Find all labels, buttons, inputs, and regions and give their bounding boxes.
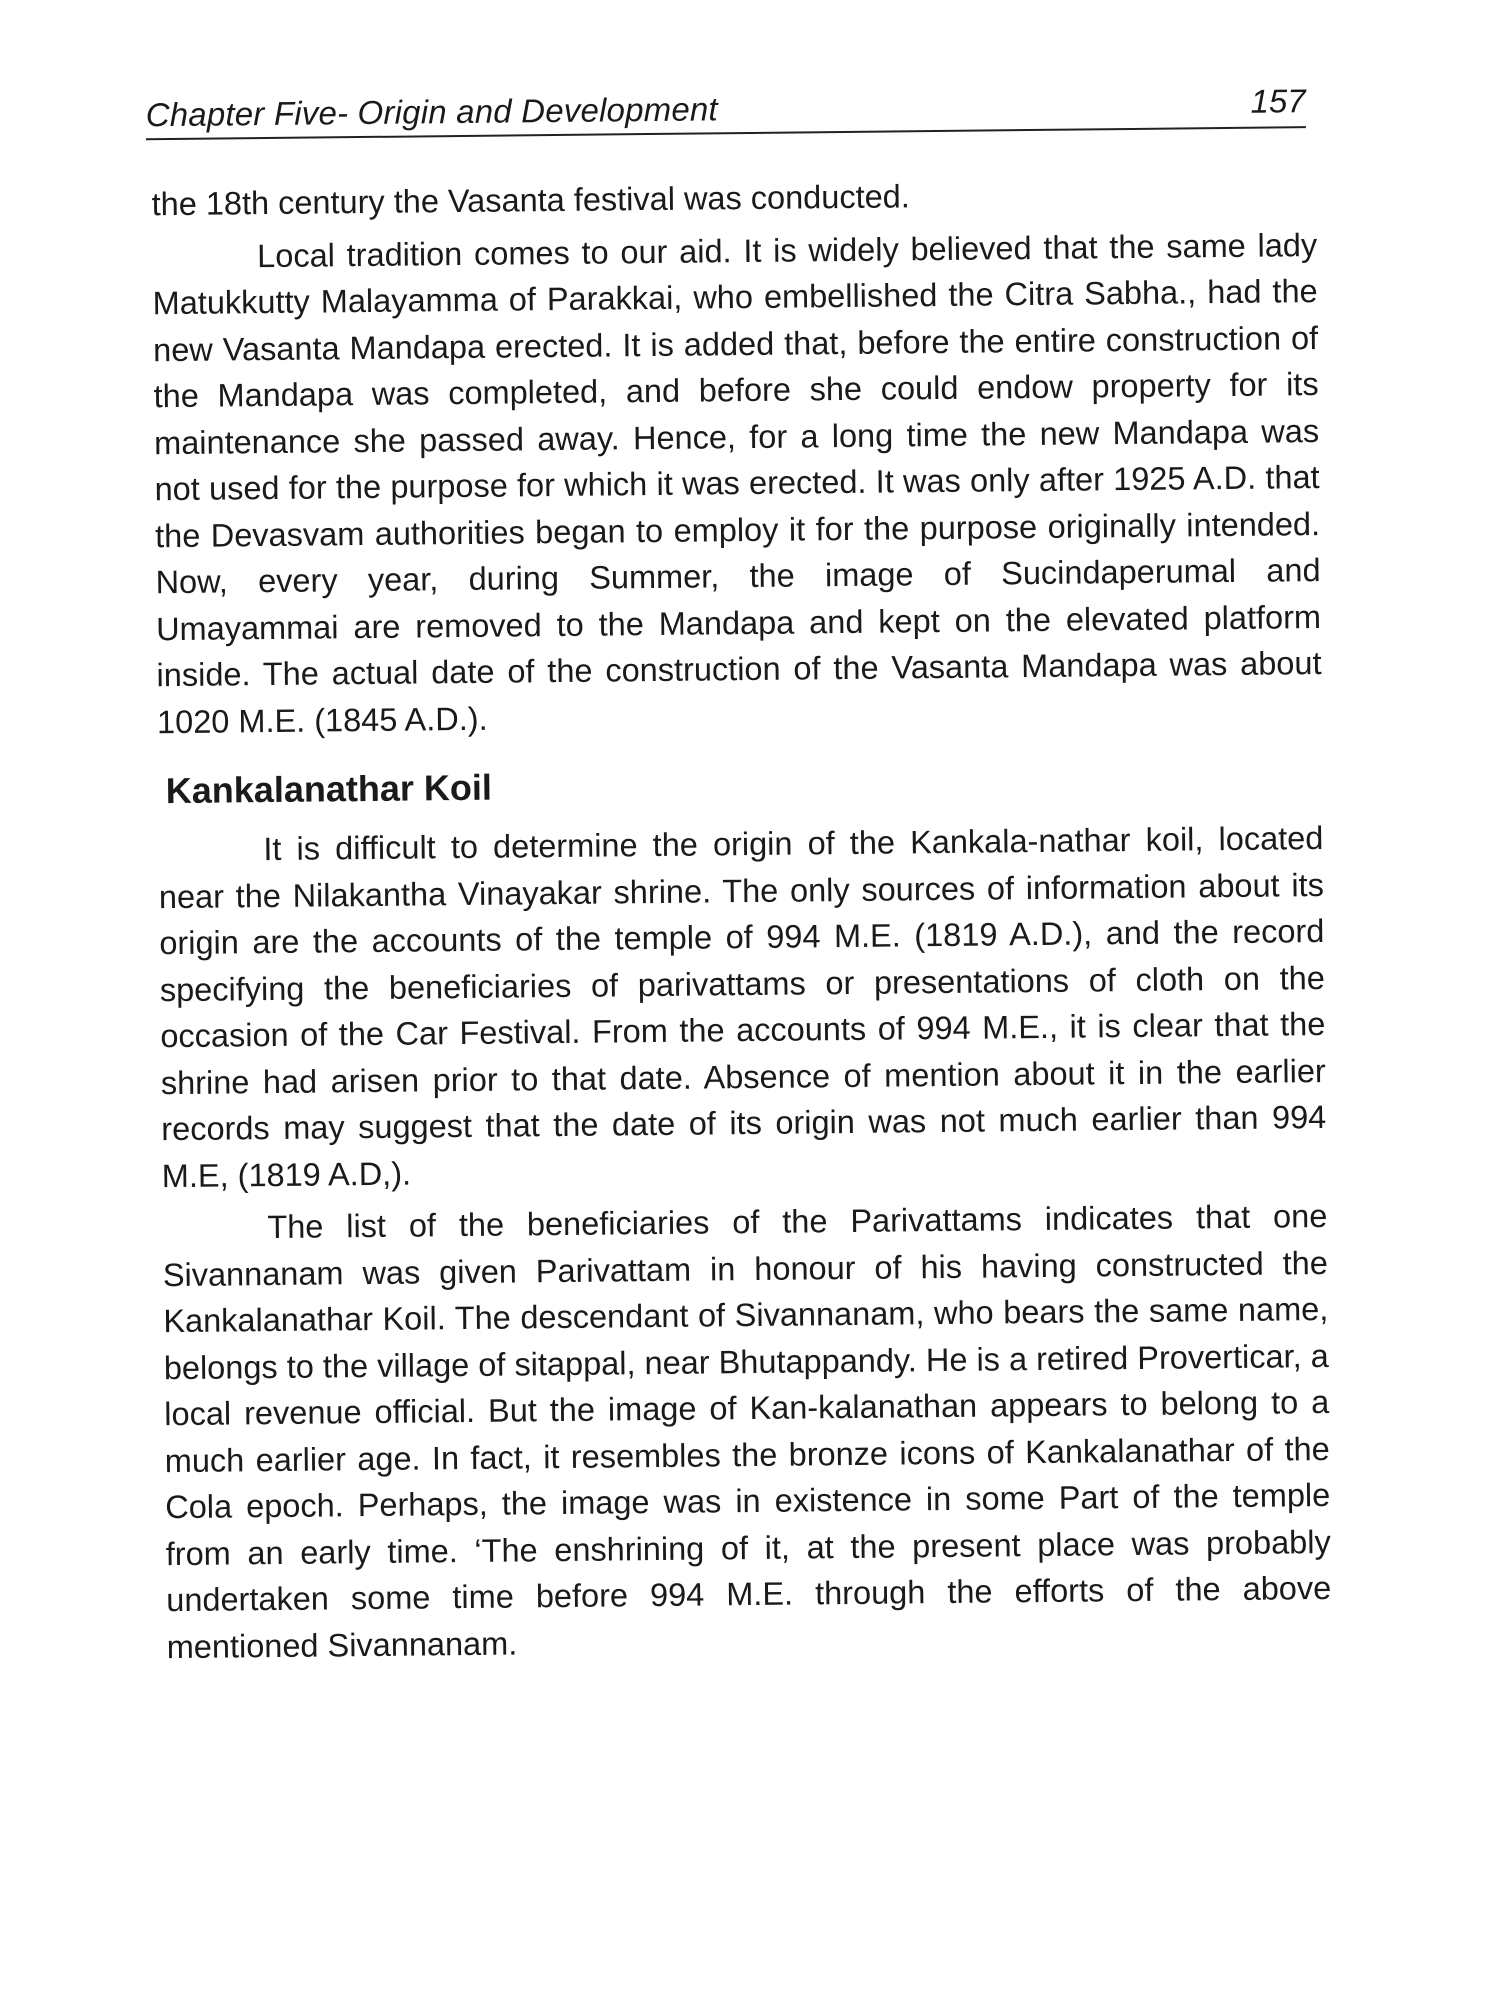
body-text [151,169,1332,1670]
paragraph-koil-origin: It is difficult to determine the origin of the Kankala-nathar koil, located near the Nilakantha Vinayakar shrine. The only sources of information about its origin are the accounts of the temple of 994 M.E. (1819 A.D.), and the record specifying the beneficiaries of parivattams or presentations of cloth on the occasion of the Car Festival. From the accounts of 994 M.E., it is clear that the shrine had arisen prior to that date. Absence of mention about it in the earlier records may suggest that the date of its origin was not much earlier than 994 M.E, (1819 A.D,). [158,819,1327,1194]
page-number: 157 [1250,82,1306,120]
chapter-title: Chapter Five- Origin and Development [145,90,718,134]
paragraph-vasanta-mandapa: Local tradition comes to our aid. It is widely believed that the same lady Matukkutty Malayamma of Parakkai, who embellished the Citra Sabha., had the new Vasanta Mandapa erected. It is added that, before the entire construction of the Mandapa was completed, and before she could endow property for its maintenance she passed away. Hence, for a long time the new Mandapa was not used for the purpose for which it was erected. It was only after 1925 A.D. that the Devasvam authorities began to employ it for the purpose originally intended. Now, every year, during Summer, the image of Sucindaperumal and Umayammai are removed to the Mandapa and kept on the elevated platform inside. The actual date of the construction of the Vasanta Mandapa was about 1020 M.E. (1845 A.D.). [152,226,1322,740]
paragraph-beneficiaries: The list of the beneficiaries of the Parivattams indicates that one Sivannanam was given Parivattam in honour of his having constructed the Kankalanathar Koil. The descendant of Sivannanam, who bears the same name, belongs to the village of sitappal, near Bhutappandy. He is a retired Proverticar, a local revenue official. But the image of Kan-kalanathan appears to belong to a much earlier age. In fact, it resembles the bronze icons of Kankalanathar of the Cola epoch. Perhaps, the image was in existence in some Part of the temple from an early time. ‘The enshrining of it, at the present place was probably undertaken some time before 994 M.E. through the efforts of the above mentioned Sivannanam. [162,1197,1332,1665]
paragraph-continuation: the 18th century the Vasanta festival was conducted. [151,178,910,223]
section-heading: Kankalanathar Koil [165,766,493,812]
running-head [145,76,1305,140]
